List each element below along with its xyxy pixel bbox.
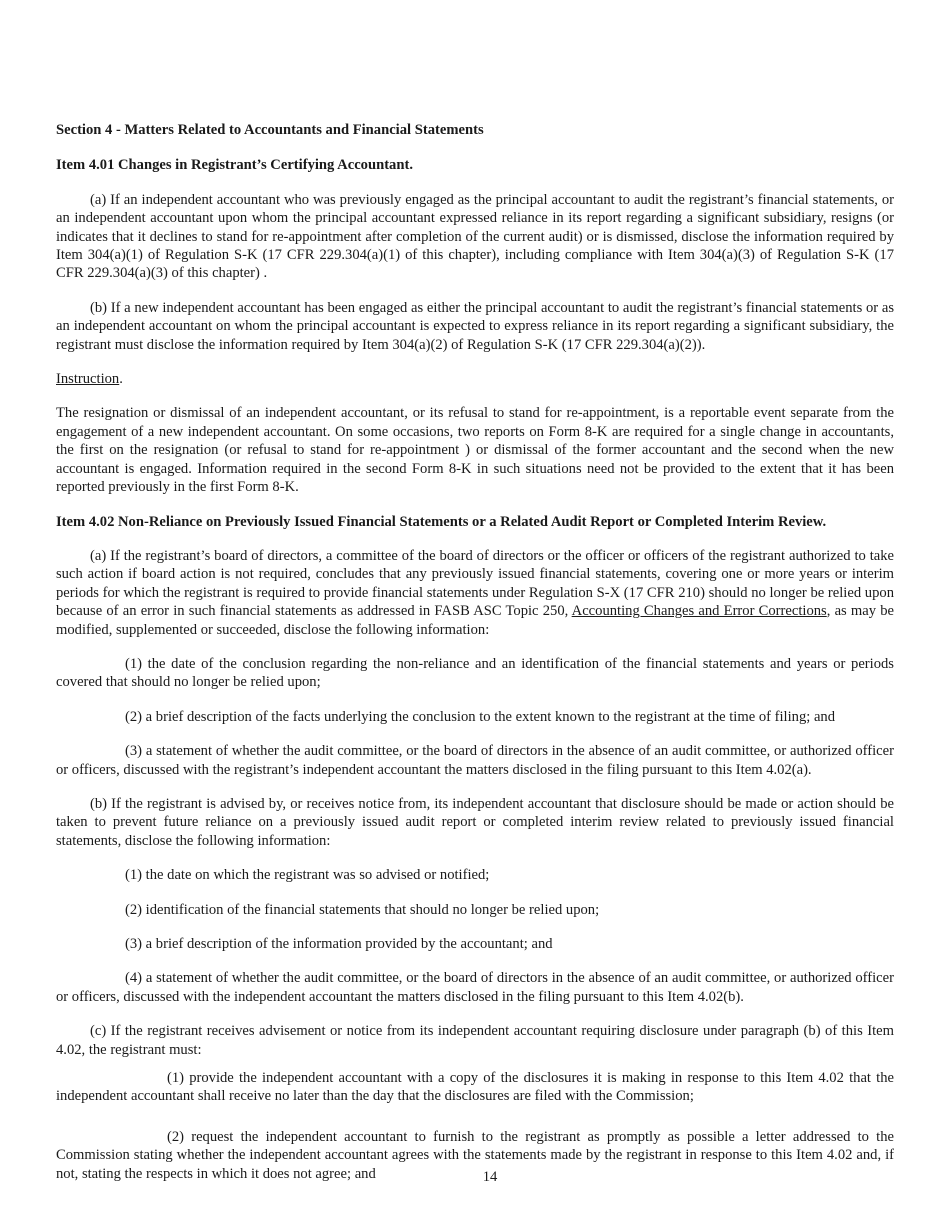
item-402-a-text-end: , as may be modified, supplemented or succeeded, disclose the following information: [56,603,895,638]
item-402-a-subitem-2: (2) a brief description of the facts underlying the conclusion to the extent known to the registrant at the time of filing; and [125,708,836,725]
instruction-label: Instruction [56,371,120,388]
item-402-paragraph-a [56,547,894,639]
item-402-a-text-start: (a) If the registrant’s board of directors, a committee of the board of directors or the officer or officers of the registrant authorized to take such action if board action is not required, concludes that any previously issued financial statements, covering one or more years or interim periods for which the registrant is required to provide financial statements under Regulation S-X (17 CFR 210) should no longer be relied upon because of an error in such financial statements as addressed in FASB ASC Topic 250, [56,547,894,620]
item-402-c-subitem-2: (2) request the independent accountant to furnish to the registrant as promptly as possible a letter addressed to the Commission stating whether the independent accountant agrees with the statements made by the registrant in response to this Item 4.02 and, if not, stating the respects in which it does not agree; and [56,1128,894,1182]
page-number: 14 [482,1169,498,1185]
document-page [56,121,894,1183]
item-402-a-subitem-3: (3) a statement of whether the audit committee, or the board of directors in the absence of an audit committee, or authorized officer or officers, discussed with the registrant’s independent accountant the matters disclosed in the filing pursuant to this Item 4.02(a). [56,743,894,778]
item-402-b-subitem-4: (4) a statement of whether the audit committee, or the board of directors in the absence of an audit committee, or authorized officer or officers, discussed with the independent accountant the matters disclosed in the filing pursuant to this Item 4.02(b). [56,970,894,1005]
item-402-paragraph-c: (c) If the registrant receives advisement or notice from its independent accountant requiring disclosure under paragraph (b) of this Item 4.02, the registrant must: [56,1023,894,1058]
item-402-title: Item 4.02 Non-Reliance on Previously Issued Financial Statements or a Related Audit Report or Completed Interim Review. [56,513,827,530]
item-402-b-subitem-3: (3) a brief description of the information provided by the accountant; and [125,936,553,952]
instruction-heading [56,370,894,388]
item-401-title: Item 4.01 Changes in Registrant’s Certifying Accountant. [56,157,413,174]
item-402-c-subitem-1: (1) provide the independent accountant with a copy of the disclosures it is making in response to this Item 4.02 that the independent accountant shall receive no later than the day that the disclosures are filed with the Commission; [56,1070,894,1105]
instruction-text: The resignation or dismissal of an independent accountant, or its refusal to stand for re-appointment, is a reportable event separate from the engagement of a new independent accountant. On some occasions, two reports on Form 8-K are required for a single change in accountants, the first on the resignation (or refusal to stand for re-appointment ) or dismissal of the former accountant and the second when the new accountant is engaged. Information required in the second Form 8-K in such situations need not be provided to the extent that it has been reported previously in the first Form 8-K. [56,405,894,496]
instruction-period: . [119,371,123,388]
item-402-b-subitem-1: (1) the date on which the registrant was so advised or notified; [125,867,490,884]
section-title: Section 4 - Matters Related to Accountants and Financial Statements [56,122,484,138]
item-402-a-subitem-1: (1) the date of the conclusion regarding the non-reliance and an identification of the financial statements and years or periods covered that should no longer be relied upon; [56,655,894,691]
asc-topic-reference: Accounting Changes and Error Corrections [571,603,827,620]
item-401-paragraph-b: (b) If a new independent accountant has been engaged as either the principal accountant to audit the registrant’s financial statements or as an independent accountant on whom the principal accountant is expected to express reliance in its report regarding a significant subsidiary, the registrant must disclose the information required by Item 304(a)(2) of Regulation S-K (17 CFR 229.304(a)(2)). [56,299,894,353]
item-402-paragraph-b: (b) If the registrant is advised by, or receives notice from, its independent accountant that disclosure should be made or action should be taken to prevent future reliance on a previously issued audit report or completed interim review related to previously issued financial statements, disclose the following information: [56,795,894,849]
item-401-paragraph-a: (a) If an independent accountant who was previously engaged as the principal accountant to audit the registrant’s financial statements, or an independent accountant upon whom the principal accountant expressed reliance in its report regarding a significant subsidiary, resigns (or indicates that it declines to stand for re-appointment after completion of the current audit) or is dismissed, disclose the information required by Item 304(a)(1) of Regulation S-K (17 CFR 229.304(a)(1) of this chapter), including compliance with Item 304(a)(3) of Regulation S-K (17 CFR 229.304(a)(3) of this chapter) . [56,191,894,282]
item-402-b-subitem-2: (2) identification of the financial statements that should no longer be relied upon; [125,901,600,918]
